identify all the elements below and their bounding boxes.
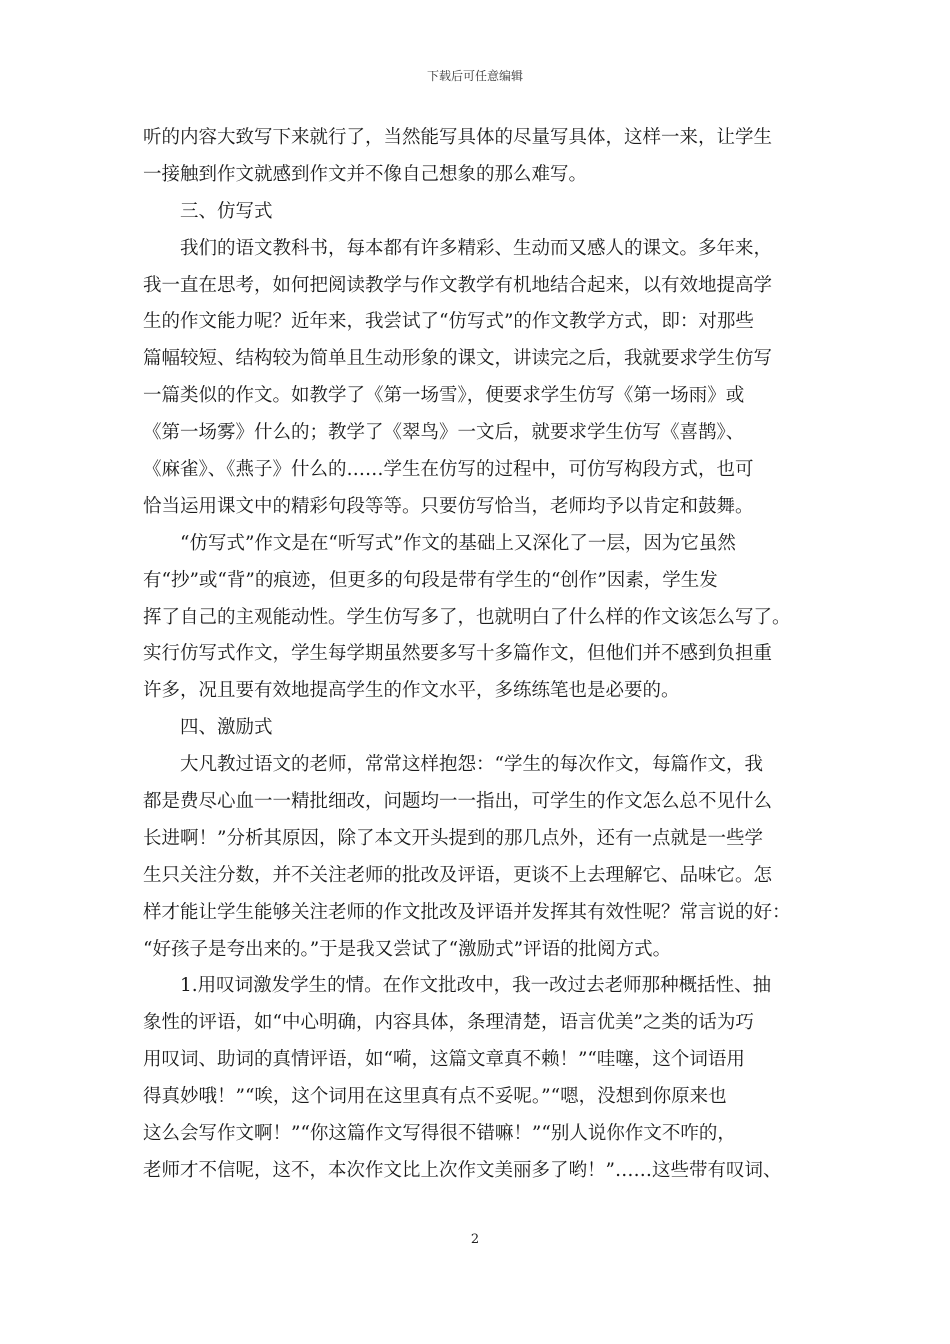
text-line: 象性的评语，如“中心明确，内容具体，条理清楚，语言优美”之类的话为巧 [143, 1012, 754, 1034]
text-line: 《麻雀》、《燕子》什么的……学生在仿写的过程中，可仿写构段方式，也可 [143, 459, 754, 481]
document-body [143, 120, 823, 1190]
section-heading: 三、仿写式 [180, 200, 273, 222]
text-line: 许多，况且要有效地提高学生的作文水平，多练练笔也是必要的。 [143, 680, 680, 702]
text-line: 得真妙哦！”“唉，这个词用在这里真有点不妥呢。”“嗯，没想到你原来也 [143, 1086, 727, 1108]
text-line: “仿写式”作文是在“听写式”作文的基础上又深化了一层，因为它虽然 [180, 532, 736, 554]
text-line: 一接触到作文就感到作文并不像自己想象的那么难写。 [143, 163, 588, 185]
page-number: 2 [470, 1232, 480, 1247]
text-line: 大凡教过语文的老师，常常这样抱怨：“学生的每次作文，每篇作文，我 [180, 754, 763, 776]
page-header: 下载后可任意编辑 [426, 69, 523, 83]
text-line: 《第一场雾》什么的；教学了《翠鸟》一文后，就要求学生仿写《喜鹊》、 [143, 422, 745, 444]
section-heading: 四、激励式 [180, 717, 273, 739]
text-line: 篇幅较短、结构较为简单且生动形象的课文，讲读完之后，我就要求学生仿写 [143, 348, 773, 370]
text-line: 有“抄”或“背”的痕迹，但更多的句段是带有学生的“创作”因素，学生发 [143, 569, 718, 591]
text-line: 老师才不信呢，这不，本次作文比上次作文美丽多了哟！”……这些带有叹词、 [143, 1159, 782, 1181]
text-line: 生只关注分数，并不关注老师的批改及评语，更谈不上去理解它、品味它。怎 [143, 864, 773, 886]
text-line: 挥了自己的主观能动性。学生仿写多了，也就明白了什么样的作文该怎么写了。 [143, 606, 791, 628]
text-line: 这么会写作文啊！”“你这篇作文写得很不错嘛！”“别人说你作文不咋的， [143, 1123, 736, 1145]
text-line: 实行仿写式作文，学生每学期虽然要多写十多篇作文，但他们并不感到负担重 [143, 643, 773, 665]
text-line: 我们的语文教科书，每本都有许多精彩、生动而又感人的课文。多年来， [180, 237, 773, 259]
text-line: 都是费尽心血一一精批细改，问题均一一指出，可学生的作文怎么总不见什么 [143, 791, 773, 813]
text-line: 样才能让学生能够关注老师的作文批改及评语并发挥其有效性呢？常言说的好： [143, 901, 791, 923]
text-line: 1.用叹词激发学生的情。在作文批改中，我一改过去老师那种概括性、抽 [180, 975, 772, 997]
text-line: 长进啊！”分析其原因，除了本文开头提到的那几点外，还有一点就是一些学 [143, 827, 763, 849]
text-line: 生的作文能力呢？近年来，我尝试了“仿写式”的作文教学方式，即：对那些 [143, 311, 754, 333]
text-line: 一篇类似的作文。如教学了《第一场雪》，便要求学生仿写《第一场雨》或 [143, 385, 745, 407]
text-line: “好孩子是夸出来的。”于是我又尝试了“激励式”评语的批阅方式。 [143, 938, 672, 960]
text-line: 我一直在思考，如何把阅读教学与作文教学有机地结合起来，以有效地提高学 [143, 274, 773, 296]
text-line: 恰当运用课文中的精彩句段等等。只要仿写恰当，老师均予以肯定和鼓舞。 [143, 495, 754, 517]
text-line: 听的内容大致写下来就行了，当然能写具体的尽量写具体，这样一来，让学生 [143, 127, 773, 148]
text-line: 用叹词、助词的真情评语，如“嗬，这篇文章真不赖！”“哇噻，这个词语用 [143, 1049, 745, 1071]
